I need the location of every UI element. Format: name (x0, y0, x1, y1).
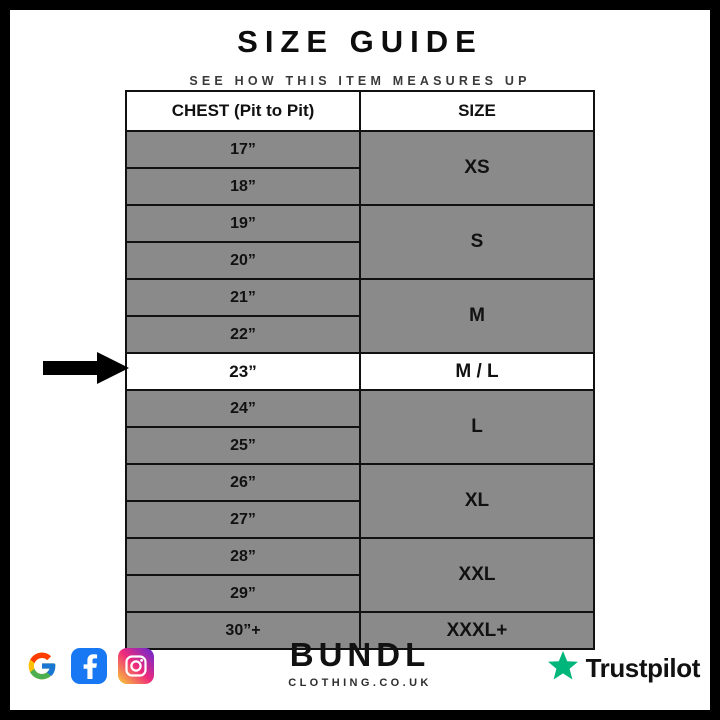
table-row (126, 205, 594, 242)
size-value: M (360, 279, 594, 353)
chest-value: 20” (126, 242, 360, 279)
brand-website: CLOTHING.CO.UK (288, 677, 432, 689)
size-value: XXXL+ (360, 612, 594, 649)
column-header-chest: CHEST (Pit to Pit) (126, 91, 360, 131)
chest-value: 29” (126, 575, 360, 612)
trustpilot-label: Trustpilot (585, 653, 700, 683)
table-row (126, 279, 594, 316)
table-row (126, 464, 594, 501)
chest-value: 25” (126, 427, 360, 464)
page-title: SIZE GUIDE (237, 24, 483, 59)
trustpilot-star-icon (547, 650, 579, 687)
brand-name: BUNDL (289, 636, 431, 673)
size-value: S (360, 205, 594, 279)
size-value: L (360, 390, 594, 464)
trustpilot-badge[interactable] (547, 650, 700, 687)
footer (10, 628, 710, 710)
size-value: XS (360, 131, 594, 205)
chest-value: 19” (126, 205, 360, 242)
chest-value: 26” (126, 464, 360, 501)
chest-value: 21” (126, 279, 360, 316)
table-row-highlighted (126, 353, 594, 390)
size-value-selected: M / L (360, 353, 594, 390)
table-row (126, 390, 594, 427)
chest-value: 30”+ (126, 612, 360, 649)
chest-value-selected: 23” (126, 353, 360, 390)
chest-value: 22” (126, 316, 360, 353)
selected-row-arrow-icon (43, 350, 129, 386)
page-subtitle: SEE HOW THIS ITEM MEASURES UP (189, 74, 531, 88)
size-value: XL (360, 464, 594, 538)
chest-value: 18” (126, 168, 360, 205)
size-guide-card (10, 10, 710, 710)
table-row (126, 131, 594, 168)
chest-value: 27” (126, 501, 360, 538)
size-table-container (125, 90, 595, 650)
chest-value: 28” (126, 538, 360, 575)
chest-value: 24” (126, 390, 360, 427)
size-value: XXL (360, 538, 594, 612)
table-header-row (126, 91, 594, 131)
table-row (126, 538, 594, 575)
size-table (125, 90, 595, 650)
column-header-size: SIZE (360, 91, 594, 131)
chest-value: 17” (126, 131, 360, 168)
